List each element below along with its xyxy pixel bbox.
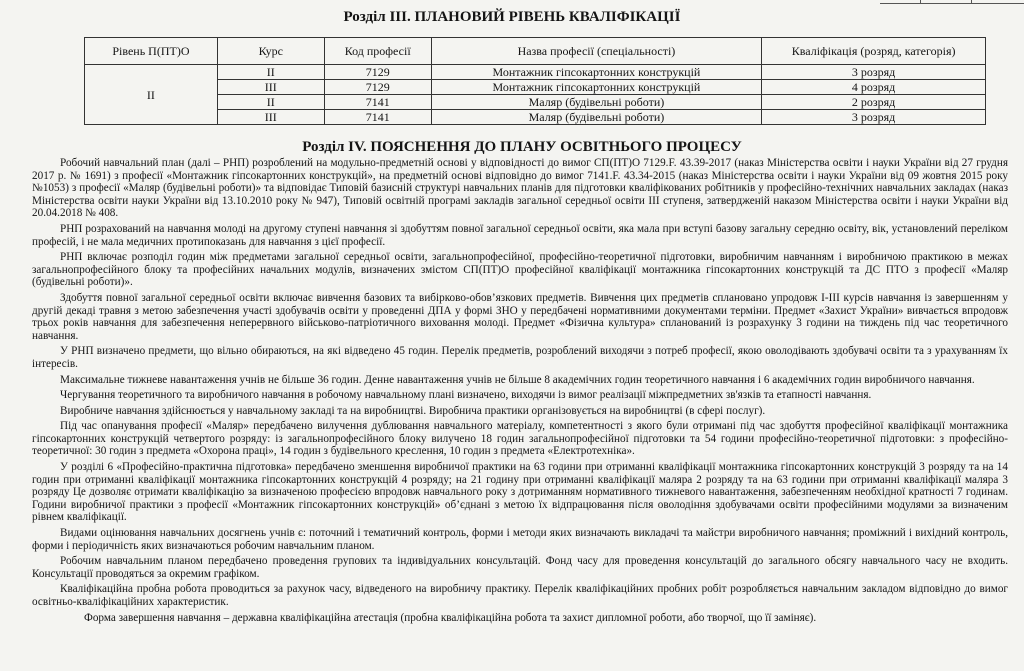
paragraph-hours-distribution: РНП включає розподіл годин між предметами загальної середньої освіти, загальнопрофесійної, професійно-теоретичної підготовки, виробничим навчанням і виробничою практикою в межах загальнопрофесійного блоку та професійних начальних модулів, визначених змістом СП(ПТ)О професійної кваліфікації монтажника гіпсокартонних конструкцій та ДС ПТО з професії «Маляр (будівельні роботи)». bbox=[32, 251, 1008, 289]
cell-course: ІІІ bbox=[217, 80, 324, 95]
paragraph-final-attestation: Форма завершення навчання – державна кваліфікаційна атестація (пробна кваліфікаційна робота та захист дипломної роботи, або творчої, що її заміняє). bbox=[84, 611, 817, 624]
paragraph-elective-subjects: У РНП визначено предмети, що вільно обираються, на які відведено 45 годин. Перелік предметів, розроблений виходячи з потреб професії, якою оволодівають здобувачі освіти та з урахуванням їх інтересів. bbox=[32, 345, 1008, 370]
cell-qualification: 4 розряд bbox=[762, 80, 986, 95]
cell-code: 7129 bbox=[324, 65, 431, 80]
section-4-title: Розділ ІV. ПОЯСНЕННЯ ДО ПЛАНУ ОСВІТНЬОГО ПРОЦЕСУ bbox=[302, 139, 742, 155]
cell-level: ІІ bbox=[85, 65, 218, 125]
paragraph-audience: РНП розрахований на навчання молоді на другому ступені навчання зі здобуттям повної загальної середньої освіти, яка мала при вступі базову загальну середню освіту, вік, установлений переліком професій, і не мала медичних протипоказань для навчання з цієї професії. bbox=[32, 222, 1008, 248]
table-row bbox=[85, 80, 986, 95]
cell-course: ІІІ bbox=[217, 110, 324, 125]
header-profession: Назва професії (спеціальності) bbox=[431, 38, 762, 65]
cell-profession: Монтажник гіпсокартонних конструкцій bbox=[431, 80, 762, 95]
table-row bbox=[85, 95, 986, 110]
top-border-fragment bbox=[880, 0, 1024, 4]
cell-code: 7129 bbox=[324, 80, 431, 95]
qualification-table bbox=[84, 37, 986, 125]
cell-profession: Маляр (будівельні роботи) bbox=[431, 110, 762, 125]
paragraph-consultations: Робочим навчальним планом передбачено проведення групових та індивідуальних консультацій. Фонд часу для проведення консультацій до загального обсягу навчального часу не входить. Консультації проводяться за окремим графіком. bbox=[32, 555, 1008, 580]
cell-qualification: 3 розряд bbox=[762, 65, 986, 80]
paragraph-general-education: Здобуття повної загальної середньої освіти включає вивчення базових та вибірково-обов’язкових предметів. Вивчення цих предметів сплановано упродовж І-ІІІ курсів навчання із завершенням у другій декаді травня з метою забезпечення участі здобувачів освіти у проведенні ДПА у формі ЗНО у передбачені нормативними документами терміни. Предмет «Захист України» вивчається впродовж трьох років навчання для забезпечення неперервного військово-патріотичного виховання молоді. Предмет «Фізична культура» спланований із розрахунку 3 години на тиждень під час теоретичного навчання. bbox=[32, 291, 1008, 342]
paragraph-industrial-training: Виробниче навчання здійснюється у навчальному закладі та на виробництві. Виробнича практики організовується на виробництві (в сфері послуг). bbox=[60, 404, 766, 417]
paragraph-alternation: Чергування теоретичного та виробничого навчання в робочому навчальному плані визначено, виходячи із вимог реалізації міжпредметних зв'язків та етапності навчання. bbox=[60, 389, 872, 402]
header-course: Курс bbox=[217, 38, 324, 65]
cell-qualification: 3 розряд bbox=[762, 110, 986, 125]
cell-code: 7141 bbox=[324, 95, 431, 110]
paragraph-trial-work: Кваліфікаційна пробна робота проводиться за рахунок часу, відведеного на виробничу практику. Перелік кваліфікаційних пробних робіт розробляється навчальним закладом відповідно до вимог освітньо-кваліфікаційних характеристик. bbox=[32, 583, 1008, 608]
paragraph-assessment: Видами оцінювання навчальних досягнень учнів є: поточний і тематичний контроль, форми і методи яких визначають викладачі та майстри виробничого навчання; проміжний і вихідний контроль, форми і періодичність яких визначаються робочим навчальним планом. bbox=[32, 527, 1008, 552]
cell-course: ІІ bbox=[217, 65, 324, 80]
section-3-title: Розділ ІІІ. ПЛАНОВИЙ РІВЕНЬ КВАЛІФІКАЦІЇ bbox=[343, 9, 681, 25]
paragraph-weekly-load: Максимальне тижневе навантаження учнів не більше 36 годин. Денне навантаження учнів не більше 8 академічних годин теоретичного навчання і 6 академічних годин виробничого навчання. bbox=[60, 373, 975, 386]
cell-course: ІІ bbox=[217, 95, 324, 110]
explanation-body bbox=[32, 157, 1008, 627]
table-row bbox=[85, 110, 986, 125]
paragraph-practice-reduction: У розділі 6 «Професійно-практична підготовка» передбачено зменшення виробничої практики на 63 години при отриманні кваліфікації монтажника гіпсокартонних конструкцій 3 розряду та на 14 годин при отриманні кваліфікації монтажника гіпсокартонних конструкцій 4 розряду; на 21 годину при отриманні кваліфікації маляра 2 розряду та на 63 години при отриманні кваліфікації маляра 3 розряду Це дозволяє отримати кваліфікацію за визначеною професією впродовж навчального року з дотриманням нормативного тижневого навантаження, забезпеченням необхідної кратності 7 годинам. Години виробничої практики з професії «Монтажник гіпсокартонних конструкцій» об’єднані з метою їх відпрацювання після оволодіння здобувачами освіти професійними модулями за визначеним рівнем кваліфікації. bbox=[32, 461, 1008, 524]
header-level: Рівень П(ПТ)О bbox=[85, 38, 218, 65]
cell-code: 7141 bbox=[324, 110, 431, 125]
table-row bbox=[85, 65, 986, 80]
top-cell-fragment bbox=[920, 0, 972, 3]
paragraph-basis: Робочий навчальний план (далі – РНП) розроблений на модульно-предметній основі у відповідності до вимог СП(ПТ)О 7129.F. 43.39-2017 (наказ Міністерства освіти і науки України від 27 грудня 2017 р. № 1691) з професії «Монтажник гіпсокартонних конструкцій», на предметній основі відповідно до вимог 7141.F. 43.34-2015 (наказ Міністерства освіти і науки України від 09 жовтня 2015 року №1053) з професії «Маляр (будівельні роботи)» та відповідає Типовій базисній структурі навчальних планів для підготовки кваліфікованих робітників у професійно-технічних навчальних закладах (наказ Міністерства освіти науки України від 13.10.2010 року № 947), Типовій освітній програмі закладів загальної середньої освіти ІІІ ступеня, затвердженій наказом Міністерства освіти і науки України від 20.04.2018 № 408. bbox=[32, 157, 1008, 220]
header-qualification: Кваліфікація (розряд, категорія) bbox=[762, 38, 986, 65]
cell-profession: Монтажник гіпсокартонних конструкцій bbox=[431, 65, 762, 80]
cell-profession: Маляр (будівельні роботи) bbox=[431, 95, 762, 110]
cell-qualification: 2 розряд bbox=[762, 95, 986, 110]
header-code: Код професії bbox=[324, 38, 431, 65]
table-header-row bbox=[85, 38, 986, 65]
paragraph-duplication-removal: Під час опанування професії «Маляр» передбачено вилучення дублювання навчального матеріалу, компетентності з якого були отримані під час здобуття професійної кваліфікації монтажника гіпсокартонних конструкцій четвертого розряду: із загальнопрофесійного блоку вилучено 18 годин загальнопрофесійної підготовки та 54 години професійно-теоретичної підготовки: з професійно-теоретичної: 30 годин з предмета «Охорона праці», 14 годин з будівельного креслення, 10 годин з предмета «Електротехніка». bbox=[32, 420, 1008, 458]
